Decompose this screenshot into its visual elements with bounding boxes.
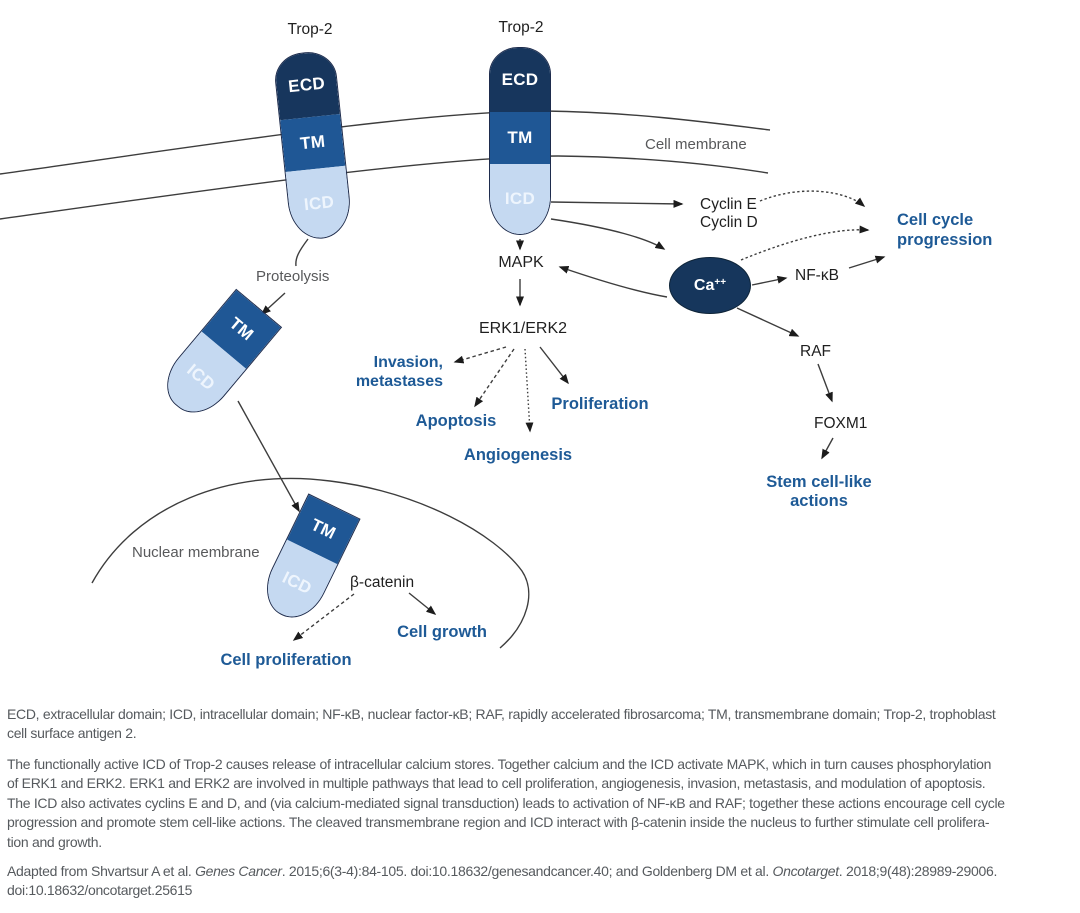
citation-line2: doi:10.18632/oncotarget.25615 bbox=[7, 882, 193, 899]
cell-cycle-progression-label bbox=[897, 210, 992, 250]
icd-to-cyclin-arrow bbox=[551, 202, 682, 204]
icd-to-calcium-arrow bbox=[551, 219, 664, 249]
tm-domain: TM bbox=[490, 112, 550, 164]
apoptosis-label: Apoptosis bbox=[415, 412, 497, 430]
citation-footnote bbox=[7, 862, 997, 901]
ecd-domain: ECD bbox=[490, 48, 550, 112]
description-line: progression and promote stem cell-like actions. The cleaved transmembrane region and ICD interact with β-catenin inside the nucleus to further stimulate cell prolifera- bbox=[7, 814, 990, 831]
tm-domain: TM bbox=[287, 495, 359, 564]
raf-to-foxm1-arrow bbox=[818, 364, 832, 401]
description-line: The ICD also activates cyclins E and D, and (via calcium-mediated signal transduction) leads to activation of NF-κB and RAF; together these actions encourage cell cycle bbox=[7, 794, 1005, 811]
nfkb-label: NF-κB bbox=[795, 267, 839, 284]
calcium-label: Ca bbox=[693, 276, 715, 294]
stem-line1: Stem cell-like bbox=[766, 473, 872, 491]
invasion-line1: Invasion, bbox=[373, 354, 443, 371]
invasion-line2: metastases bbox=[355, 373, 443, 390]
trop2-receptor-right bbox=[489, 47, 551, 235]
citation-segment: . 2018;9(48):28989-29006. bbox=[838, 863, 998, 879]
cyclin-to-cellcycle-dashed-arrow bbox=[760, 191, 864, 206]
trop2-title-left: Trop-2 bbox=[287, 21, 333, 38]
cell-cycle-line2: progression bbox=[897, 231, 993, 249]
trop2-title-right: Trop-2 bbox=[498, 19, 544, 36]
invasion-metastases-label bbox=[356, 353, 443, 391]
cell-growth-label: Cell growth bbox=[397, 623, 487, 641]
erk-label: ERK1/ERK2 bbox=[478, 320, 568, 337]
angiogenesis-label: Angiogenesis bbox=[463, 446, 573, 464]
cell-cycle-line1: Cell cycle bbox=[897, 211, 974, 229]
erk-to-angiogenesis-arrow bbox=[525, 349, 530, 431]
abbreviations-footnote bbox=[7, 705, 996, 744]
abbreviations-line: ECD, extracellular domain; ICD, intracellular domain; NF-κB, nuclear factor-κB; RAF, rapidly accelerated fibrosarcoma; TM, transmembrane domain; Trop-2, trophoblast bbox=[7, 706, 996, 722]
proteolysis-arrow bbox=[262, 293, 285, 314]
mapk-label: MAPK bbox=[498, 254, 544, 271]
icd-domain: ICD bbox=[257, 540, 338, 627]
calcium-node: Ca ++ bbox=[669, 257, 751, 314]
cell-membrane-label: Cell membrane bbox=[645, 136, 747, 153]
cyclin-d-label: Cyclin D bbox=[700, 214, 758, 231]
raf-label: RAF bbox=[800, 343, 831, 360]
citation-journal-1: Genes Cancer bbox=[195, 863, 282, 879]
calcium-to-mapk-arrow bbox=[560, 267, 667, 297]
beta-catenin-label: β-catenin bbox=[350, 574, 415, 591]
nfkb-to-cellcycle-arrow bbox=[849, 257, 884, 268]
cell-membrane-inner-line bbox=[0, 156, 768, 219]
abbreviations-line: cell surface antigen 2. bbox=[7, 725, 137, 742]
proteolysis-label: Proteolysis bbox=[256, 268, 330, 285]
fragment-to-nucleus-arrow bbox=[238, 401, 299, 511]
nuclear-membrane-label: Nuclear membrane bbox=[132, 544, 260, 561]
description-footnote bbox=[7, 755, 1005, 852]
citation-line1 bbox=[7, 862, 997, 881]
description-line: of ERK1 and ERK2. ERK1 and ERK2 are involved in multiple pathways that lead to cell proliferation, angiogenesis, invasion, metastasis, and modulation of apoptosis. bbox=[7, 775, 986, 792]
cyclin-e-label: Cyclin E bbox=[700, 196, 757, 213]
citation-segment: . 2015;6(3-4):84-105. doi:10.18632/genesandcancer.40; and Goldenberg DM et al. bbox=[281, 863, 773, 879]
icd-domain: ICD bbox=[490, 164, 550, 234]
foxm1-label: FOXM1 bbox=[814, 415, 868, 432]
foxm1-to-stem-arrow bbox=[822, 438, 833, 458]
calcium-to-cellcycle-dashed-arrow bbox=[741, 230, 868, 260]
ecd-domain: ECD bbox=[273, 50, 339, 120]
description-line: The functionally active ICD of Trop-2 causes release of intracellular calcium stores. Together calcium and the ICD activate MAPK, which in turn causes phosphorylation bbox=[7, 756, 992, 772]
calcium-to-nfkb-arrow bbox=[752, 278, 786, 285]
citation-journal-2: Oncotarget bbox=[772, 863, 839, 879]
proteolysis-curve bbox=[296, 239, 308, 266]
citation-segment: Adapted from Shvartsur A et al. bbox=[7, 863, 196, 879]
tm-domain: TM bbox=[202, 290, 281, 369]
icd-domain: ICD bbox=[155, 331, 246, 423]
stem-line2: actions bbox=[790, 492, 848, 510]
stem-cell-like-actions-label bbox=[766, 473, 871, 511]
erk-to-proliferation-arrow bbox=[540, 347, 568, 383]
tm-domain: TM bbox=[280, 114, 345, 172]
proliferation-label: Proliferation bbox=[551, 395, 649, 413]
calcium-to-raf-arrow bbox=[737, 308, 798, 336]
erk-to-invasion-arrow bbox=[455, 347, 506, 362]
erk-to-apoptosis-arrow bbox=[475, 349, 514, 406]
bcatenin-to-growth-arrow bbox=[409, 593, 435, 614]
icd-domain: ICD bbox=[286, 166, 353, 241]
description-line: tion and growth. bbox=[7, 833, 102, 850]
cell-proliferation-label: Cell proliferation bbox=[220, 651, 352, 669]
